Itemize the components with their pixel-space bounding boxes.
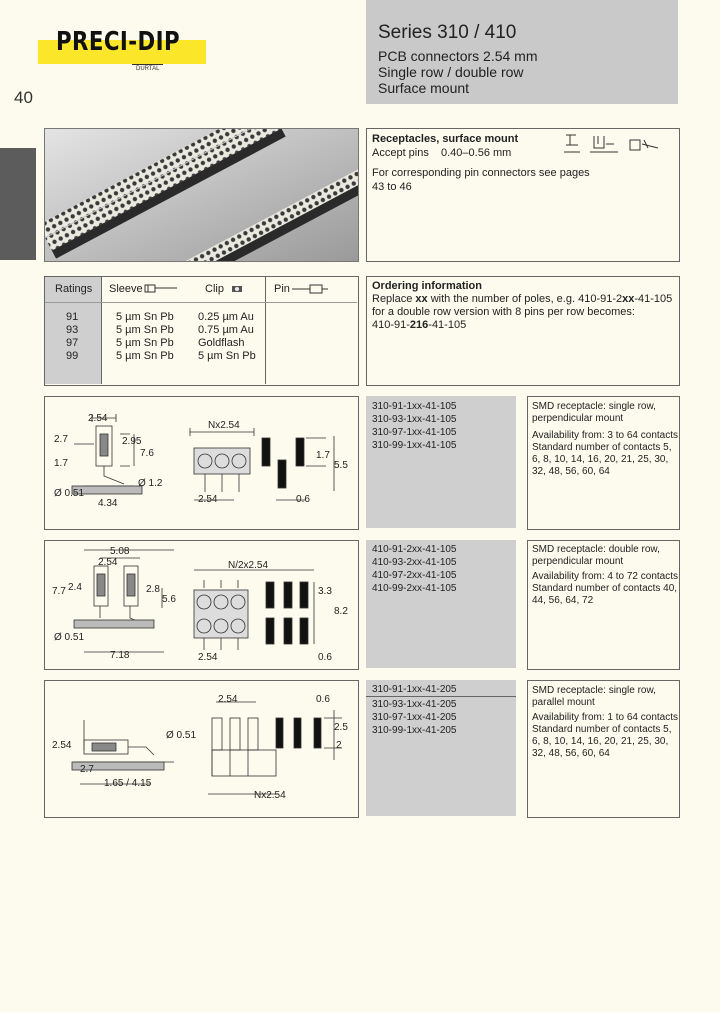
dim-label: 0.6 bbox=[318, 652, 332, 663]
description-mount: perpendicular mount bbox=[532, 556, 624, 567]
rating-code: 99 bbox=[66, 350, 79, 362]
description-mount: perpendicular mount bbox=[532, 413, 624, 424]
rating-clip: 0.75 µm Au bbox=[198, 324, 254, 336]
part-number: 310-93-1xx-41-205 bbox=[372, 699, 457, 710]
pin-icon bbox=[290, 283, 330, 295]
availability: 32, 48, 56, 60, 64 bbox=[532, 466, 610, 477]
product-photo bbox=[44, 128, 359, 262]
series-title: Series 310 / 410 bbox=[378, 22, 517, 43]
part-number: 310-97-1xx-41-205 bbox=[372, 712, 457, 723]
part-number: 310-99-1xx-41-105 bbox=[372, 440, 457, 451]
rating-clip: 5 µm Sn Pb bbox=[198, 350, 256, 362]
accept-value: 0.40–0.56 mm bbox=[441, 147, 512, 159]
dim-label: 0.6 bbox=[316, 694, 330, 705]
availability: 6, 8, 10, 14, 16, 20, 21, 25, 30, bbox=[532, 736, 669, 747]
dim-label: Ø 1.2 bbox=[138, 478, 163, 489]
ratings-header: Ratings bbox=[55, 283, 93, 295]
dim-label: 5.5 bbox=[334, 460, 348, 471]
dim-label: 1.65 / 4.15 bbox=[104, 778, 152, 789]
side-tab bbox=[0, 148, 36, 260]
dim-label: 2.54 bbox=[88, 413, 108, 424]
availability: 32, 48, 56, 60, 64 bbox=[532, 748, 610, 759]
clip-icon bbox=[230, 284, 246, 294]
description-title: SMD receptacle: double row, bbox=[532, 544, 660, 555]
dim-label: 1.7 bbox=[316, 450, 330, 461]
part-number: 310-91-1xx-41-205 bbox=[372, 684, 457, 695]
dim-label: Ø 0.51 bbox=[54, 488, 85, 499]
description-title: SMD receptacle: single row, bbox=[532, 401, 656, 412]
ratings-divider bbox=[265, 277, 266, 384]
rating-code: 91 bbox=[66, 311, 79, 323]
rating-clip: Goldflash bbox=[198, 337, 245, 349]
part-number: 310-99-1xx-41-205 bbox=[372, 725, 457, 736]
dim-label: 2.54 bbox=[218, 694, 238, 705]
dim-label: 2.54 bbox=[52, 740, 72, 751]
availability: 6, 8, 10, 14, 16, 20, 21, 25, 30, bbox=[532, 454, 669, 465]
part-number: 410-97-2xx-41-105 bbox=[372, 570, 457, 581]
dim-label: Nx2.54 bbox=[254, 790, 286, 801]
description-mount: parallel mount bbox=[532, 697, 595, 708]
rating-clip: 0.25 µm Au bbox=[198, 311, 254, 323]
ordering-line-2: for a double row version with 8 pins per row becomes: bbox=[372, 306, 635, 318]
dim-label: 3.3 bbox=[318, 586, 332, 597]
dim-label: 2.7 bbox=[54, 434, 68, 445]
brand-logo: PRECI-DIP bbox=[56, 27, 180, 57]
availability: 44, 56, 64, 72 bbox=[532, 595, 594, 606]
dim-label: N/2x2.54 bbox=[228, 560, 269, 571]
rating-sleeve: 5 µm Sn Pb bbox=[116, 324, 174, 336]
dim-label: 7.7 bbox=[52, 586, 66, 597]
dim-label: 5.6 bbox=[162, 594, 176, 605]
availability: Standard number of contacts 5, bbox=[532, 442, 672, 453]
header-line-3: Surface mount bbox=[378, 80, 470, 96]
pin-header: Pin bbox=[274, 283, 290, 295]
dim-label: 2.4 bbox=[68, 582, 82, 593]
dim-label: 2 bbox=[336, 740, 342, 751]
receptacles-title: Receptacles, surface mount bbox=[372, 133, 519, 145]
availability: Standard number of contacts 40, bbox=[532, 583, 678, 594]
part-number: 410-99-2xx-41-105 bbox=[372, 583, 457, 594]
availability: Standard number of contacts 5, bbox=[532, 724, 672, 735]
brand-sub: DURTAL bbox=[132, 64, 163, 73]
availability: Availability from: 1 to 64 contacts bbox=[532, 712, 678, 723]
pin-note-1: For corresponding pin connectors see pages bbox=[372, 167, 590, 179]
technical-drawing-3 bbox=[44, 680, 357, 816]
rating-sleeve: 5 µm Sn Pb bbox=[116, 337, 174, 349]
part-number: 310-93-1xx-41-105 bbox=[372, 414, 457, 425]
ratings-divider bbox=[101, 277, 102, 384]
ordering-example: 410-91-216-41-105 bbox=[372, 319, 467, 331]
dim-label: 2.8 bbox=[146, 584, 160, 595]
dim-label: 2.54 bbox=[98, 557, 118, 568]
part-number: 410-91-2xx-41-105 bbox=[372, 544, 457, 555]
accept-label: Accept pins bbox=[372, 147, 429, 159]
receptacle-symbols-icon bbox=[560, 130, 670, 160]
availability: Availability from: 4 to 72 contacts bbox=[532, 571, 678, 582]
pin-note-2: 43 to 46 bbox=[372, 181, 412, 193]
sleeve-icon bbox=[144, 283, 180, 295]
sleeve-header: Sleeve bbox=[109, 283, 143, 295]
availability: Availability from: 3 to 64 contacts bbox=[532, 430, 678, 441]
description-title: SMD receptacle: single row, bbox=[532, 685, 656, 696]
technical-drawing-2 bbox=[44, 540, 357, 668]
header-line-2: Single row / double row bbox=[378, 64, 524, 80]
dim-label: Nx2.54 bbox=[208, 420, 240, 431]
dim-label: 2.5 bbox=[334, 722, 348, 733]
part-number: 310-91-1xx-41-105 bbox=[372, 401, 457, 412]
ordering-title: Ordering information bbox=[372, 280, 482, 292]
dim-label: 2.54 bbox=[198, 494, 218, 505]
part-number: 410-93-2xx-41-105 bbox=[372, 557, 457, 568]
dim-label: 2.95 bbox=[122, 436, 142, 447]
dim-label: 1.7 bbox=[54, 458, 68, 469]
rating-sleeve: 5 µm Sn Pb bbox=[116, 311, 174, 323]
dim-label: 7.18 bbox=[110, 650, 130, 661]
dim-label: 5.08 bbox=[110, 546, 130, 557]
ordering-line-1: Replace xx with the number of poles, e.g. 410-91-2xx-41-105 bbox=[372, 293, 673, 305]
dim-label: 0.6 bbox=[296, 494, 310, 505]
rating-code: 93 bbox=[66, 324, 79, 336]
rating-code: 97 bbox=[66, 337, 79, 349]
ratings-header-rule bbox=[45, 302, 357, 303]
rating-sleeve: 5 µm Sn Pb bbox=[116, 350, 174, 362]
part-number: 310-97-1xx-41-105 bbox=[372, 427, 457, 438]
dim-label: 4.34 bbox=[98, 498, 118, 509]
dim-label: 2.54 bbox=[198, 652, 218, 663]
clip-header: Clip bbox=[205, 283, 224, 295]
dim-label: Ø 0.51 bbox=[54, 632, 85, 643]
dim-label: 2.7 bbox=[80, 764, 94, 775]
dim-label: 8.2 bbox=[334, 606, 348, 617]
page-number: 40 bbox=[14, 88, 33, 107]
dim-label: Ø 0.51 bbox=[166, 730, 197, 741]
dim-label: 7.6 bbox=[140, 448, 154, 459]
header-line-1: PCB connectors 2.54 mm bbox=[378, 48, 538, 64]
